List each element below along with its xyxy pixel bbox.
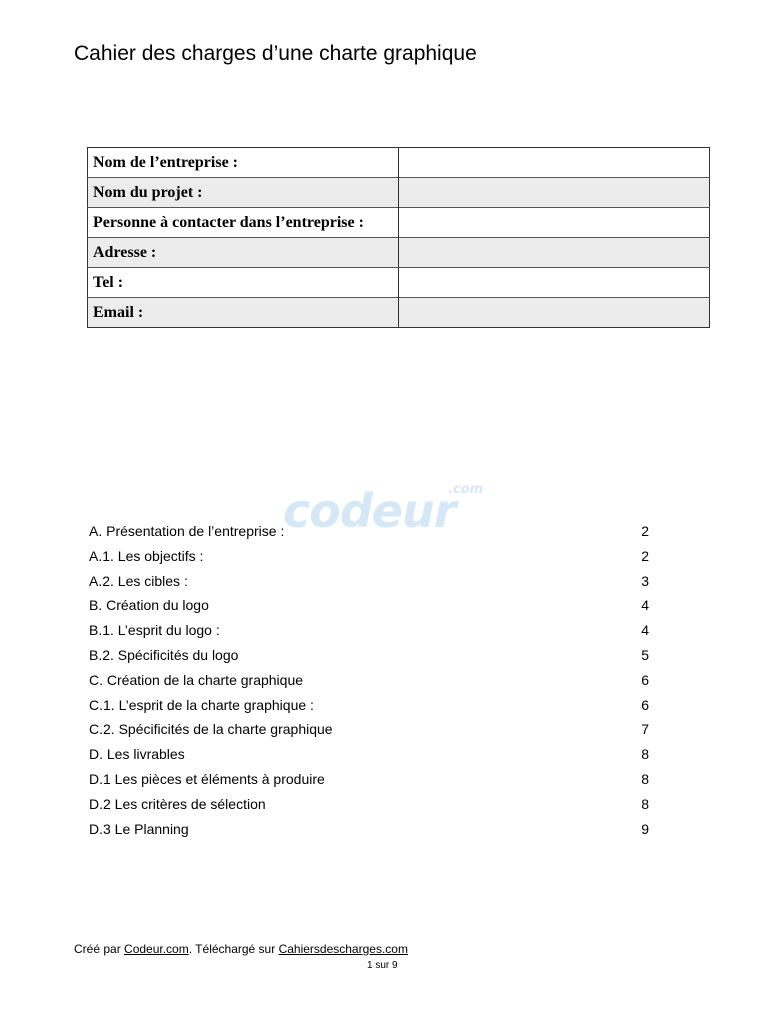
toc-item[interactable] [89, 593, 649, 618]
toc-item[interactable] [89, 792, 649, 817]
toc-item-label: B.1. L’esprit du logo : [89, 622, 220, 639]
document-title: Cahier des charges d’une charte graphique [74, 42, 477, 65]
toc-item[interactable] [89, 817, 649, 842]
toc-item-label: C. Création de la charte graphique [89, 671, 304, 688]
toc-item[interactable] [89, 618, 649, 643]
field-value-email[interactable] [399, 298, 710, 328]
toc-item-label: A. Présentation de l’entreprise : [89, 523, 285, 539]
field-label-tel: Tel : [88, 268, 399, 298]
codeur-link[interactable]: Codeur.com [124, 942, 189, 956]
table-of-contents [89, 519, 649, 841]
watermark-suffix: .com [448, 482, 484, 497]
watermark-text: codeur [283, 484, 456, 538]
toc-item-page: 4 [641, 597, 649, 614]
field-label-address: Adresse : [88, 238, 399, 268]
toc-item-label: B. Création du logo [89, 597, 209, 614]
toc-item-page: 8 [641, 746, 649, 763]
field-label-company-name: Nom de l’entreprise : [88, 148, 399, 178]
toc-item-label: D. Les livrables [89, 746, 185, 763]
table-row [88, 298, 710, 328]
field-value-project-name[interactable] [399, 178, 710, 208]
toc-item-page: 6 [641, 671, 649, 688]
field-value-address[interactable] [399, 238, 710, 268]
toc-item-label: C.2. Spécificités de la charte graphique [89, 721, 333, 738]
toc-item-page: 4 [641, 622, 649, 639]
toc-item-page: 3 [641, 572, 649, 589]
toc-item-label: B.2. Spécificités du logo [89, 646, 239, 663]
table-row [88, 268, 710, 298]
table-row [88, 208, 710, 238]
field-label-project-name: Nom du projet : [88, 178, 399, 208]
footer-prefix: Créé par [74, 942, 125, 956]
toc-item[interactable] [89, 544, 649, 569]
page-number: 1 sur 9 [367, 960, 398, 971]
toc-item-label: C.1. L’esprit de la charte graphique : [89, 696, 314, 713]
toc-item[interactable] [89, 717, 649, 742]
toc-item-label: A.1. Les objectifs : [89, 547, 204, 564]
toc-item[interactable] [89, 767, 649, 792]
toc-item[interactable] [89, 519, 649, 544]
table-row [88, 178, 710, 208]
toc-item-label: D.3 Le Planning [89, 820, 189, 837]
field-label-email: Email : [88, 298, 399, 328]
field-label-contact-person: Personne à contacter dans l’entreprise : [88, 208, 399, 238]
footer-credits [74, 942, 408, 956]
company-info-table [87, 147, 710, 328]
footer-middle: . Téléchargé sur [188, 942, 279, 956]
toc-item-page: 2 [641, 523, 649, 539]
toc-item-page: 8 [641, 770, 649, 787]
toc-item[interactable] [89, 742, 649, 767]
toc-item[interactable] [89, 693, 649, 718]
field-value-contact-person[interactable] [399, 208, 710, 238]
toc-item-label: D.2 Les critères de sélection [89, 795, 266, 812]
toc-item[interactable] [89, 643, 649, 668]
toc-item-label: A.2. Les cibles : [89, 572, 188, 589]
table-row [88, 148, 710, 178]
toc-item-page: 2 [641, 547, 649, 564]
toc-item[interactable] [89, 668, 649, 693]
toc-item-page: 6 [641, 696, 649, 713]
toc-item-label: D.1 Les pièces et éléments à produire [89, 770, 325, 787]
toc-item[interactable] [89, 569, 649, 594]
field-value-company-name[interactable] [399, 148, 710, 178]
cahiersdescharges-link[interactable]: Cahiersdescharges.com [278, 942, 408, 956]
toc-item-page: 7 [641, 721, 649, 738]
field-value-tel[interactable] [399, 268, 710, 298]
toc-item-page: 9 [641, 820, 649, 837]
toc-item-page: 8 [641, 795, 649, 812]
table-row [88, 238, 710, 268]
toc-item-page: 5 [641, 646, 649, 663]
